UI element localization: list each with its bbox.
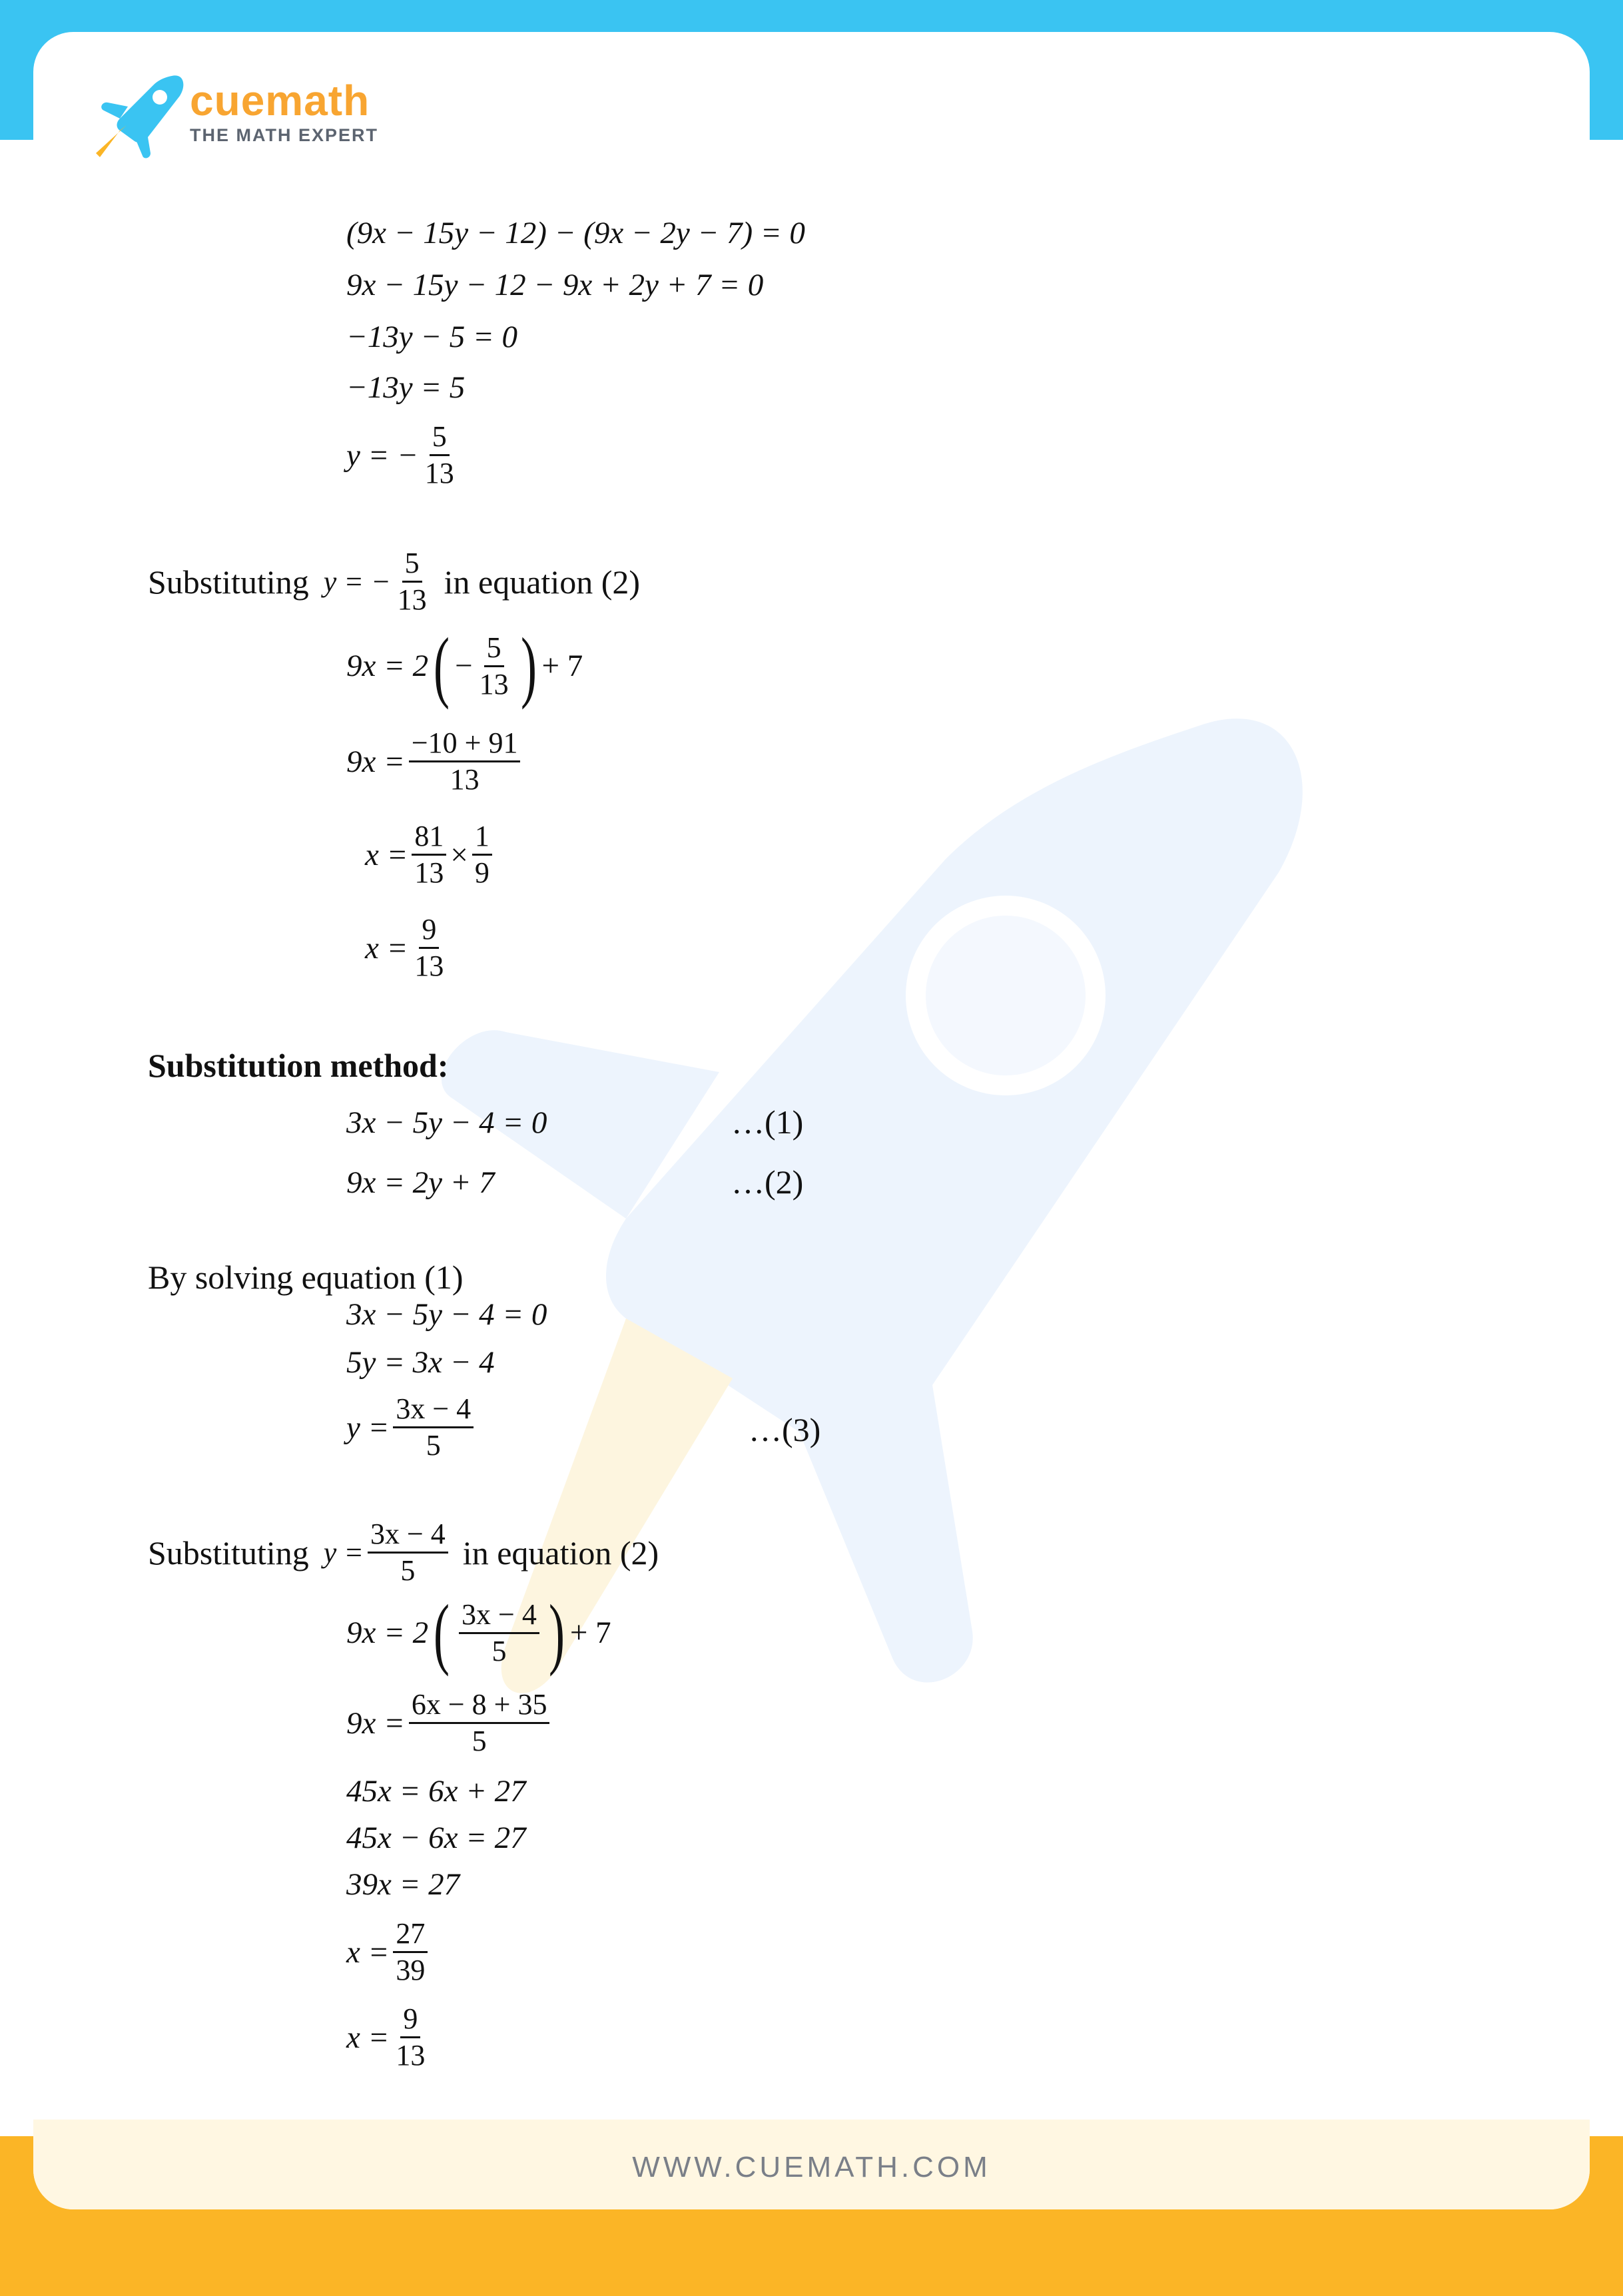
brand-tagline: THE MATH EXPERT <box>190 125 379 145</box>
denominator: 9 <box>474 856 489 889</box>
footer-url: WWW.CUEMATH.COM <box>632 2151 991 2183</box>
denominator: 5 <box>491 1634 507 1667</box>
fraction <box>472 819 492 890</box>
fraction <box>422 420 457 491</box>
elim-step-5-lhs: y = − <box>346 437 418 473</box>
solve-step-1: 3x − 5y − 4 = 0 <box>346 1297 547 1332</box>
denominator: 5 <box>472 1725 487 1757</box>
elim-step-2: 9x − 15y − 12 − 9x + 2y + 7 = 0 <box>346 268 764 302</box>
elim-step-5 <box>346 420 461 491</box>
fraction <box>393 1392 474 1463</box>
numerator: 1 <box>472 819 492 856</box>
sub2-eq-lhs: y = <box>323 1536 364 1569</box>
substituting-label: Substituting <box>148 1534 309 1572</box>
fraction <box>412 912 446 984</box>
substitution-2-intro <box>148 1517 659 1588</box>
denominator: 13 <box>414 856 444 889</box>
denominator: 39 <box>396 1954 426 1986</box>
sub1-step-1-lhs: 9x = 2 <box>346 649 429 683</box>
right-paren: ) <box>520 621 537 710</box>
sub1-step-3 <box>365 819 496 890</box>
fraction <box>393 2002 428 2073</box>
numerator: 81 <box>412 819 446 856</box>
fraction <box>393 1916 428 1988</box>
numerator: −10 + 91 <box>409 726 521 762</box>
sub2-step-5: 39x = 27 <box>346 1867 460 1902</box>
numerator: 5 <box>402 546 422 583</box>
sub2-step-3: 45x = 6x + 27 <box>346 1774 526 1809</box>
denominator: 13 <box>396 2039 426 2072</box>
right-paren: ) <box>548 1588 565 1677</box>
sub2-step-1-lhs: 9x = 2 <box>346 1615 429 1650</box>
denominator: 13 <box>450 763 480 796</box>
solve-step-3-lhs: y = <box>346 1410 390 1445</box>
sub2-step-2-lhs: 9x = <box>346 1705 405 1741</box>
solve-step-3 <box>346 1392 478 1463</box>
fraction <box>412 819 446 890</box>
brand-name: cuemath <box>190 77 370 125</box>
fraction <box>368 1517 448 1588</box>
sub2-step-1-rhs: + 7 <box>569 1615 611 1650</box>
sub2-step-7-lhs: x = <box>346 2020 390 2055</box>
fraction <box>459 1597 539 1669</box>
sub2-step-7 <box>346 2002 432 2073</box>
denominator: 5 <box>400 1554 416 1587</box>
left-paren: ( <box>434 621 450 710</box>
numerator: 3x − 4 <box>393 1392 474 1428</box>
sub1-step-1 <box>346 621 583 710</box>
sub1-step-2 <box>346 726 524 797</box>
times-sign: × <box>450 837 468 872</box>
substituting-label: Substituting <box>148 563 309 601</box>
elim-step-3: −13y − 5 = 0 <box>346 320 518 354</box>
sub1-eq-lhs: y = − <box>323 565 391 598</box>
numerator: 27 <box>393 1916 428 1953</box>
elim-step-1: (9x − 15y − 12) − (9x − 2y − 7) = 0 <box>346 216 805 250</box>
in-equation-label: in equation (2) <box>444 563 641 601</box>
solve-equation-1-text: By solving equation (1) <box>148 1259 464 1296</box>
numerator: 5 <box>430 420 450 456</box>
equation-2: 9x = 2y + 7 <box>346 1165 495 1200</box>
numerator: 9 <box>400 2002 420 2038</box>
sub1-step-3-lhs: x = <box>365 837 408 872</box>
sub2-step-1 <box>346 1588 611 1677</box>
sub2-step-4: 45x − 6x = 27 <box>346 1821 526 1855</box>
numerator: 6x − 8 + 35 <box>409 1687 550 1724</box>
sub2-step-2 <box>346 1687 553 1759</box>
denominator: 13 <box>424 457 454 489</box>
denominator: 13 <box>397 583 427 616</box>
equation-1-tag: …(1) <box>731 1103 804 1141</box>
solve-step-2: 5y = 3x − 4 <box>346 1345 495 1380</box>
sub2-step-6 <box>346 1916 432 1988</box>
fraction <box>409 1687 550 1759</box>
numerator: 5 <box>484 631 504 667</box>
denominator: 13 <box>479 667 509 701</box>
fraction <box>395 546 430 617</box>
equation-1: 3x − 5y − 4 = 0 <box>346 1105 547 1140</box>
numerator: 3x − 4 <box>368 1517 448 1554</box>
sub1-step-1-rhs: + 7 <box>541 649 583 683</box>
sub1-step-4-lhs: x = <box>365 930 408 966</box>
sub1-step-2-lhs: 9x = <box>346 744 405 779</box>
sub2-step-6-lhs: x = <box>346 1934 390 1970</box>
fraction <box>409 726 521 797</box>
denominator: 13 <box>414 950 444 982</box>
minus-sign: − <box>455 649 473 683</box>
equation-2-tag: …(2) <box>731 1163 804 1201</box>
numerator: 3x − 4 <box>459 1597 539 1634</box>
fraction <box>477 631 511 702</box>
substitution-1-intro <box>148 546 640 617</box>
sub1-step-4 <box>365 912 450 984</box>
substitution-method-heading: Substitution method: <box>148 1047 449 1084</box>
numerator: 9 <box>419 912 439 949</box>
left-paren: ( <box>434 1588 450 1677</box>
in-equation-label: in equation (2) <box>462 1534 659 1572</box>
elim-step-4: −13y = 5 <box>346 370 466 405</box>
denominator: 5 <box>426 1429 441 1462</box>
equation-3-tag: …(3) <box>749 1411 821 1448</box>
